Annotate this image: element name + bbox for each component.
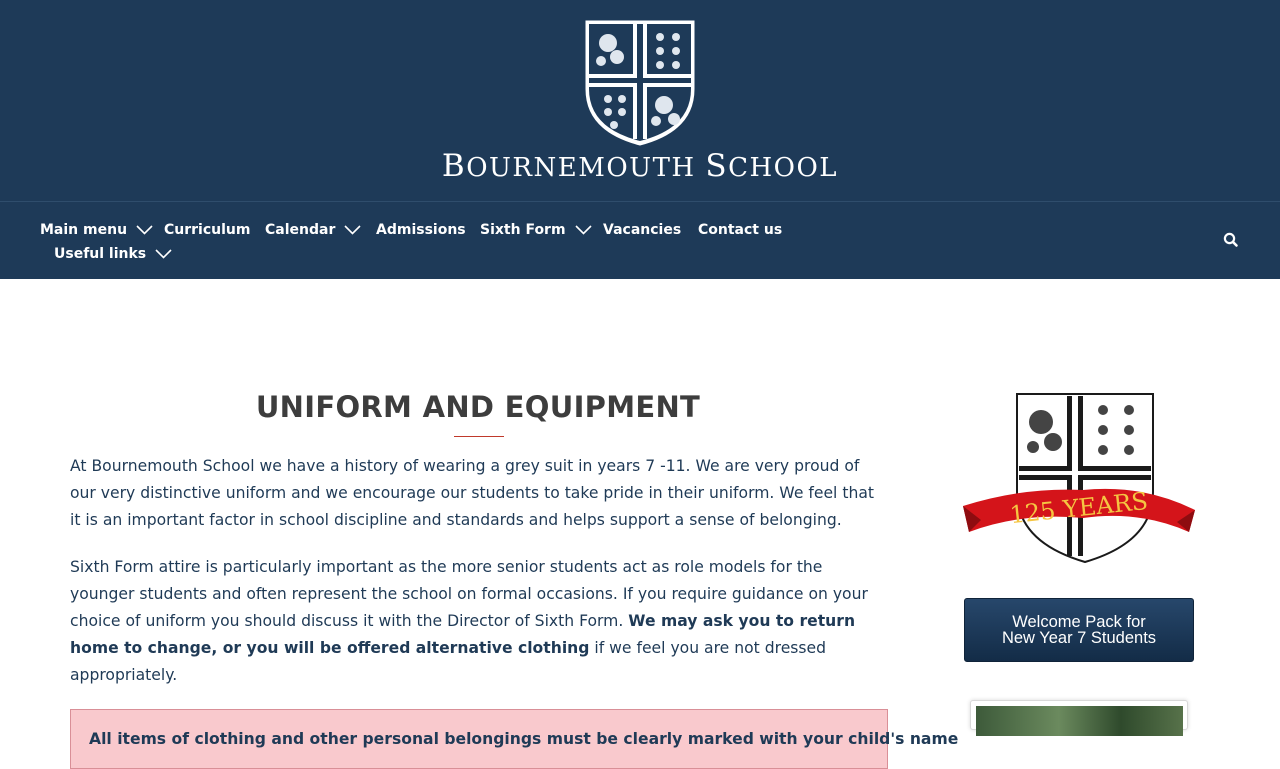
- site-name-part-2: CHOOL: [728, 153, 839, 183]
- sixth-form-paragraph: [70, 554, 888, 689]
- anniversary-crest[interactable]: [963, 392, 1195, 564]
- nav-label: Useful links: [54, 246, 147, 262]
- nav-label: Contact us: [698, 222, 783, 238]
- nav-item-contact-us[interactable]: [698, 222, 782, 238]
- title-divider: [454, 436, 504, 437]
- welcome-pack-line-2: New Year 7 Students: [1001, 629, 1157, 647]
- chevron-down-icon: [155, 249, 172, 259]
- chevron-down-icon: [344, 225, 361, 235]
- nav-label: Curriculum: [164, 222, 251, 238]
- school-crest-logo[interactable]: [584, 19, 696, 147]
- welcome-pack-button[interactable]: [964, 598, 1194, 662]
- sidebar-photo-card[interactable]: [970, 700, 1188, 730]
- chevron-down-icon: [575, 225, 592, 235]
- chevron-down-icon: [136, 225, 153, 235]
- nav-label: Main menu: [40, 222, 128, 238]
- nav-item-vacancies[interactable]: [603, 222, 681, 238]
- nav-item-sixth-form[interactable]: [480, 222, 592, 238]
- anniversary-crest-icon: [963, 392, 1195, 564]
- site-name-initial-2: S: [705, 148, 729, 184]
- intro-paragraph: At Bournemouth School we have a history of wearing a grey suit in years 7 -11. We are very proud of our very distinctive uniform and we encourage our students to take pride in their uniform. We feel that it is an important factor in school discipline and standards and helps support a sense of belonging.: [70, 457, 874, 529]
- anniversary-banner-text: 125 YEARS: [1008, 486, 1150, 530]
- nav-item-admissions[interactable]: [376, 222, 466, 238]
- nav-item-calendar[interactable]: [265, 222, 361, 238]
- nav-label: Sixth Form: [480, 222, 566, 238]
- nav-label: Vacancies: [603, 222, 682, 238]
- site-name-part-1: OURNEMOUTH: [466, 153, 696, 183]
- main-navigation: [0, 202, 1280, 279]
- crest-icon: [584, 19, 696, 147]
- search-icon: [1221, 230, 1241, 250]
- search-button[interactable]: [1221, 230, 1241, 250]
- site-name[interactable]: [0, 148, 1280, 184]
- site-name-initial-1: B: [441, 148, 467, 184]
- nav-item-useful-links[interactable]: [54, 246, 172, 262]
- welcome-pack-line-1: Welcome Pack for: [1012, 613, 1146, 631]
- paragraph-text: Sixth Form attire is particularly important as the more senior students act as role models for the younger students and often represent the school on formal occasions. If you require guidance on your choice of uniform you should discuss it with the Director of Sixth Form.: [70, 558, 868, 630]
- sidebar-photo: [976, 706, 1183, 736]
- paragraph-bold-text: We may ask you to return home to change, or you will be offered alternative clothing: [70, 612, 856, 657]
- page-title: UNIFORM AND EQUIPMENT: [255, 390, 701, 424]
- nav-label: Admissions: [376, 222, 466, 238]
- nav-item-main-menu[interactable]: [40, 222, 153, 238]
- labelling-alert: All items of clothing and other personal belongings must be clearly marked with your child's name: [70, 709, 888, 769]
- paragraph-text: if we feel you are not dressed appropriately.: [70, 639, 827, 684]
- nav-item-curriculum[interactable]: [164, 222, 250, 238]
- nav-label: Calendar: [265, 222, 336, 238]
- main-content: [70, 390, 959, 769]
